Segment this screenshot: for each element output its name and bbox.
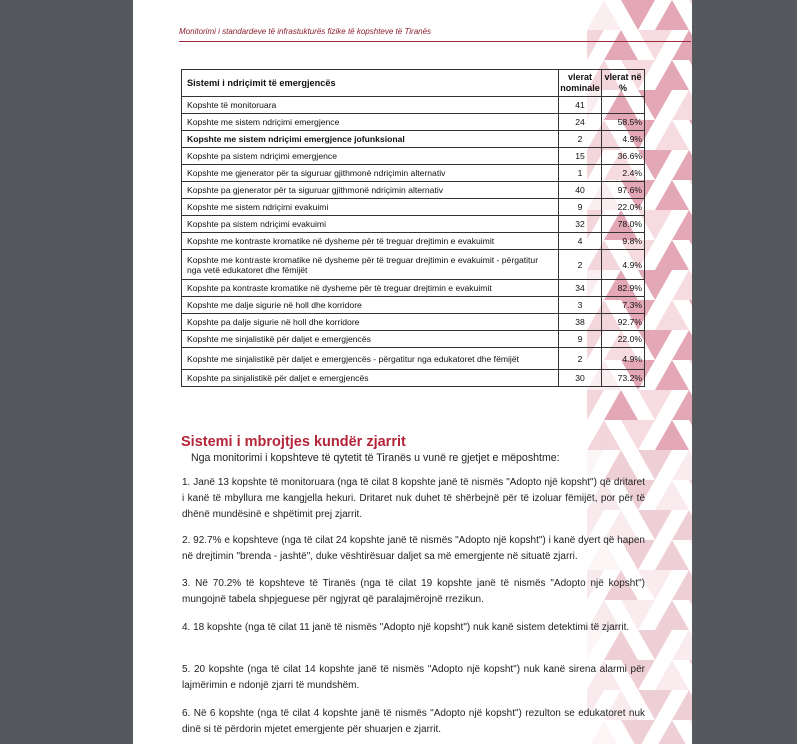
pattern-triangle [672,150,692,180]
row-percent-value: 97.6% [602,182,645,199]
emergency-lighting-table [181,69,645,387]
pattern-triangle [587,390,604,420]
column-header-percent: vlerat në % [602,70,645,97]
row-percent-value: 58.5% [602,114,645,131]
row-percent-value: 82.9% [602,280,645,297]
pattern-triangle [621,0,655,30]
pattern-triangle [672,630,692,660]
row-nominal-value: 34 [559,280,602,297]
section-intro: Nga monitorimi i kopshteve të qytetit të Tiranës u vunë re gjetjet e mëposhtme: [191,452,560,464]
row-label: Kopshte me sistem ndriçimi evakuimi [182,199,559,216]
pattern-triangle [689,600,692,630]
table-row [182,182,645,199]
pattern-triangle [689,660,692,690]
pattern-triangle [587,30,604,60]
table-row [182,97,645,114]
pattern-triangle [638,30,672,60]
row-percent-value: 36.6% [602,148,645,165]
pattern-triangle [604,30,638,60]
pattern-triangle [672,690,692,720]
pattern-triangle [689,540,692,570]
row-nominal-value: 2 [559,131,602,148]
row-nominal-value: 30 [559,370,602,387]
finding-paragraph-1: 1. Janë 13 kopshte të monitoruara (nga të cilat 8 kopshte janë të nismës "Adopto një kopsht") që dritaret i kanë të mbyllura me kangjella hekuri. Dritaret nuk duhet të shërbejnë për të izoluar fëmijët, por për të dhënë mundësinë e shpëtimit prej zjarrit. [182,477,645,520]
table-row [182,165,645,182]
table-header-row [182,70,645,97]
row-label: Kopshte pa sistem ndriçimi emergjence [182,148,559,165]
row-percent-value: 7.3% [602,297,645,314]
finding-paragraph-2: 2. 92.7% e kopshteve (nga të cilat 24 kopshte janë të nismës "Adopto një kopsht") i kanë dyert që hapen në drejtimin "brenda - jashtë", duke vështirësuar daljet sa më emergjente në situatë zjarri. [182,535,645,562]
row-label: Kopshte të monitoruara [182,97,559,114]
pattern-triangle [672,510,692,540]
row-label: Kopshte me kontraste kromatike në dysheme për të treguar drejtimin e evakuimit - përgatitur nga vetë edukatoret dhe fëmijët [182,250,559,280]
row-nominal-value: 2 [559,250,602,280]
pattern-triangle [655,180,689,210]
table-row [182,233,645,250]
pattern-triangle [587,0,621,30]
table-row [182,114,645,131]
row-percent-value: 78.0% [602,216,645,233]
pattern-triangle [672,570,692,600]
row-percent-value: 4.9% [602,131,645,148]
row-nominal-value: 38 [559,314,602,331]
table-row [182,199,645,216]
header-rule [179,41,691,42]
pattern-triangle [689,240,692,270]
pattern-triangle [689,300,692,330]
pattern-triangle [655,480,689,510]
pattern-triangle [604,390,638,420]
pattern-triangle [689,360,692,390]
row-percent-value: 4.9% [602,250,645,280]
row-label: Kopshte pa kontraste kromatike në dysheme për të treguar drejtimin e evakuimit [182,280,559,297]
pattern-triangle [655,0,689,30]
pattern-triangle [672,330,692,360]
row-label: Kopshte pa dalje sigurie në holl dhe korridore [182,314,559,331]
pattern-triangle [587,420,621,450]
row-label: Kopshte pa gjenerator për ta siguruar gjithmonë ndriçimin alternativ [182,182,559,199]
row-percent-value: 73.2% [602,370,645,387]
pattern-triangle [655,660,689,690]
row-nominal-value: 3 [559,297,602,314]
table-row [182,131,645,148]
pattern-triangle [672,30,692,60]
row-label: Kopshte me gjenerator për ta siguruar gjithmonë ndriçimin alternativ [182,165,559,182]
table-row [182,280,645,297]
table-row [182,297,645,314]
pattern-triangle [689,120,692,150]
table-row [182,331,645,348]
document-page [133,0,692,744]
row-nominal-value: 2 [559,348,602,370]
row-percent-value: 22.0% [602,199,645,216]
pattern-triangle [655,360,689,390]
row-percent-value: 2.4% [602,165,645,182]
pattern-triangle [689,0,692,30]
pattern-triangle [655,300,689,330]
column-header-nominal: vlerat nominale [559,70,602,97]
pattern-triangle [655,240,689,270]
pattern-triangle [655,720,689,744]
row-percent-value [602,97,645,114]
row-nominal-value: 24 [559,114,602,131]
finding-paragraph-5: 5. 20 kopshte (nga të cilat 14 kopshte janë të nismës "Adopto një kopsht") nuk kanë sirena alarmi për lajmërimin e ndonjë zjarri të mundshëm. [182,664,645,691]
pattern-triangle [672,210,692,240]
row-percent-value: 22.0% [602,331,645,348]
row-nominal-value: 9 [559,199,602,216]
pattern-triangle [689,60,692,90]
pattern-triangle [638,390,672,420]
pattern-triangle [672,90,692,120]
table-row [182,148,645,165]
section-title: Sistemi i mbrojtjes kundër zjarrit [181,434,406,450]
row-nominal-value: 1 [559,165,602,182]
pattern-triangle [672,270,692,300]
table-row [182,250,645,280]
row-percent-value: 92.7% [602,314,645,331]
pattern-triangle [655,420,689,450]
table-row [182,370,645,387]
finding-paragraph-6: 6. Në 6 kopshte (nga të cilat 4 kopshte janë të nismës "Adopto një kopsht") rezulton se edukatoret nuk dinë si të përdorin mjetet emergjente për shuarjen e zjarrit. [182,708,645,735]
pattern-triangle [689,480,692,510]
table-row [182,314,645,331]
pattern-triangle [655,540,689,570]
row-label: Kopshte me sistem ndriçimi emergjence [182,114,559,131]
row-label: Kopshte me sinjalistikë për daljet e emergjencës [182,331,559,348]
finding-paragraph-3: 3. Në 70.2% të kopshteve të Tiranës (nga të cilat 19 kopshte janë të nismës "Adopto një kopsht") mungojnë tabela shpjeguese për ngjyrat që paralajmërojnë rrezikun. [182,578,645,605]
pattern-triangle [655,600,689,630]
row-label: Kopshte me sinjalistikë për daljet e emergjencës - përgatitur nga edukatoret dhe fëmijët [182,348,559,370]
row-nominal-value: 32 [559,216,602,233]
column-header-system: Sistemi i ndriçimit të emergjencës [182,70,559,97]
row-nominal-value: 41 [559,97,602,114]
pattern-triangle [672,390,692,420]
row-label: Kopshte me dalje sigurie në holl dhe korridore [182,297,559,314]
pattern-triangle [689,420,692,450]
finding-paragraph-4: 4. 18 kopshte (nga të cilat 11 janë të nismës "Adopto një kopsht") nuk kanë sistem detektimi të zjarrit. [182,622,630,633]
row-nominal-value: 4 [559,233,602,250]
row-percent-value: 9.8% [602,233,645,250]
table-row [182,216,645,233]
row-label: Kopshte me sistem ndriçimi emergjence jofunksional [182,131,559,148]
pattern-triangle [672,450,692,480]
pattern-triangle [621,420,655,450]
row-nominal-value: 9 [559,331,602,348]
row-label: Kopshte pa sinjalistikë për daljet e emergjencës [182,370,559,387]
row-nominal-value: 15 [559,148,602,165]
row-nominal-value: 40 [559,182,602,199]
pattern-triangle [689,180,692,210]
pattern-triangle [689,720,692,744]
row-label: Kopshte pa sistem ndriçimi evakuimi [182,216,559,233]
row-percent-value: 4.9% [602,348,645,370]
pattern-triangle [655,60,689,90]
row-label: Kopshte me kontraste kromatike në dysheme për të treguar drejtimin e evakuimit [182,233,559,250]
running-header: Monitorimi i standardeve të infrastukturës fizike të kopshteve të Tiranës [179,27,432,36]
pattern-triangle [655,120,689,150]
table-row [182,348,645,370]
